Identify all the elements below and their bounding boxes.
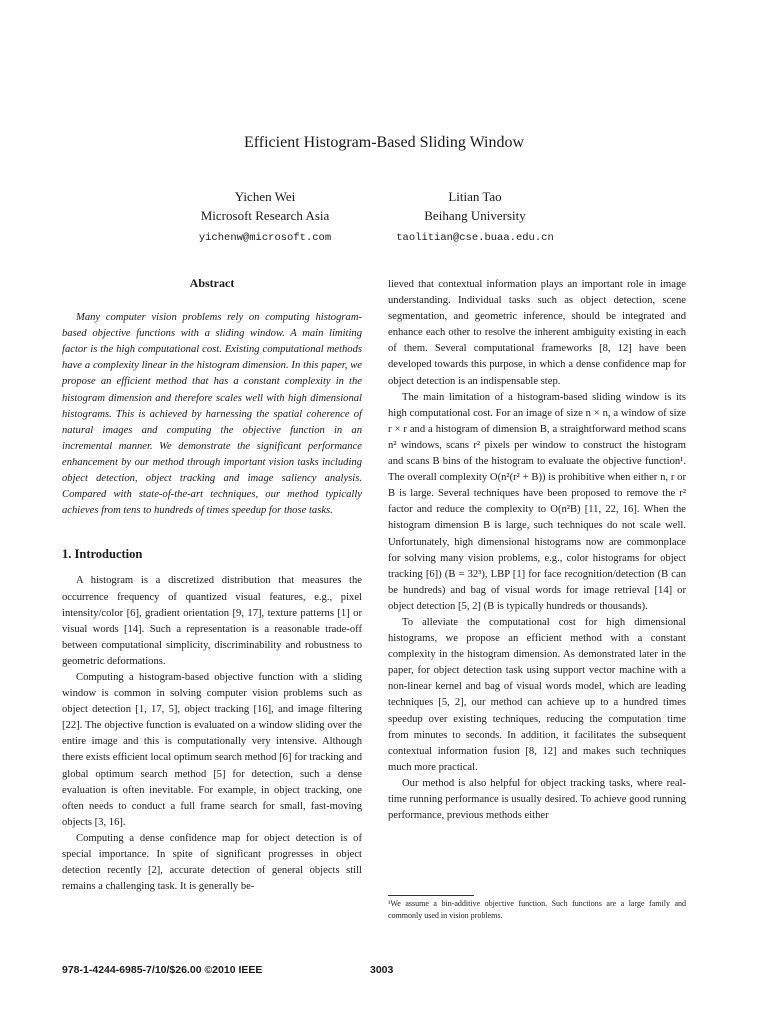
author-affiliation: Beihang University — [424, 208, 526, 223]
author-email: yichenw@microsoft.com — [198, 232, 332, 244]
page-number: 3003 — [370, 964, 394, 976]
abstract-text: Many computer vision problems rely on computing histogram-based objective functions with a sliding window. A main limiting factor is the high computational cost. Existing computational methods have a complexity linear in the histogram dimension. In this paper, we propose an efficient method that has a constant complexity in the histogram dimension and therefore scales well with high dimensional histograms. This is achieved by harnessing the spatial coherence of natural images and computing the objective function in an incremental manner. We demonstrate the significant performance enhancement by our method through important vision tasks including object detection, object tracking and image saliency analysis. Compared with state-of-the-art techniques, our method typically achieves from tens to hundreds of times speedup for those tasks. — [62, 312, 362, 517]
paragraph: Computing a histogram-based objective function with a sliding window is common in solving computer vision problems such as object detection [1, 17, 5], object tracking [16], and image filtering [22]. The objective function is evaluated on a window sliding over the entire image and this is computationally very intensive. Although there exists efficient local optimum search method [6] for tracking and global optimum search method [5] for detection, such a dense evaluation is often inevitable. For example, in object tracking, one often needs to conduct a full frame search for small, fast-moving objects [3, 16]. — [62, 671, 362, 828]
paragraph: To alleviate the computational cost for high dimensional histograms, we propose an efficient method with a constant complexity in the histogram dimension. As demonstrated later in the paper, for object detection task using support vector machine with a non-linear kernel and bag of visual words model, which are leading techniques [5, 2], our method can achieve up to a hundred times speedup over existing techniques, reducing the computation time from minutes to seconds. In addition, it facilitates the subsequent contextual information fusion [8, 12] and makes such techniques much more practical. — [388, 616, 686, 773]
left-column — [62, 275, 362, 895]
paragraph: Our method is also helpful for object tracking tasks, where real-time running performance is usually desired. To achieve good running performance, previous methods either — [388, 777, 686, 822]
footnote: ¹We assume a bin-additive objective function. Such functions are a large family and commonly used in vision problems. — [388, 899, 686, 920]
paragraph: A histogram is a discretized distribution that measures the occurrence frequency of quantized visual features, e.g., pixel intensity/color [6], gradient orientation [9, 17], texture patterns [1] or visual words [14]. Such a representation is a reasonable trade-off between computational simplicity, discriminability and robustness to geometric deformations. — [62, 575, 362, 667]
paper-title: Efficient Histogram-Based Sliding Window — [243, 134, 525, 151]
author-name: Litian Tao — [448, 189, 502, 204]
author-block — [150, 187, 380, 248]
author-email: taolitian@cse.buaa.edu.cn — [396, 232, 554, 244]
author-affiliation: Microsoft Research Asia — [200, 208, 330, 223]
paragraph: Computing a dense confidence map for object detection is of special importance. In spite of significant progresses in object detection recently [2], accurate detection of general objects still remains a challenging task. It is generally be- — [62, 832, 362, 893]
right-column — [388, 277, 686, 824]
footer-copyright: 978-1-4244-6985-7/10/$26.00 ©2010 IEEE — [62, 964, 263, 976]
paragraph: lieved that contextual information plays an important role in image understanding. Individual tasks such as object detection, scene segmentation, and geometric inference, should be integrated and enhance each other to resolve the inherent ambiguity existing in each of them. Several computational frameworks [8, 12] have been developed towards this purpose, in which a dense confidence map for object detection is an indispensable step. — [388, 279, 686, 387]
abstract-heading: Abstract — [189, 276, 235, 290]
section-heading: 1. Introduction — [62, 547, 143, 562]
footnote-divider — [388, 895, 474, 896]
paragraph: The main limitation of a histogram-based sliding window is its high computational cost. For an image of size n × n, a window of size r × r and a histogram of dimension B, a straightforward method scans n² windows, scans r² pixels per window to construct the histogram and scans B bins of the histogram to evaluate the objective function¹. The overall complexity O(n²(r² + B)) is prohibitive when either n, r or B is large. Several techniques have been proposed to remove the r² factor and reduce the complexity to O(n²B) [11, 22, 16]. When the histogram dimension B is large, such techniques do not scale well. Unfortunately, high dimensional histograms now are commonplace for solving many vision problems, e.g., color histograms for object tracking [6]) (B = 32³), LBP [1] for face recognition/detection (B can be hundreds) and bag of visual words for image retrieval [14] or object detection [5, 2] (B is typically hundreds or thousands). — [388, 391, 686, 612]
author-name: Yichen Wei — [234, 189, 296, 204]
author-block — [360, 187, 590, 248]
